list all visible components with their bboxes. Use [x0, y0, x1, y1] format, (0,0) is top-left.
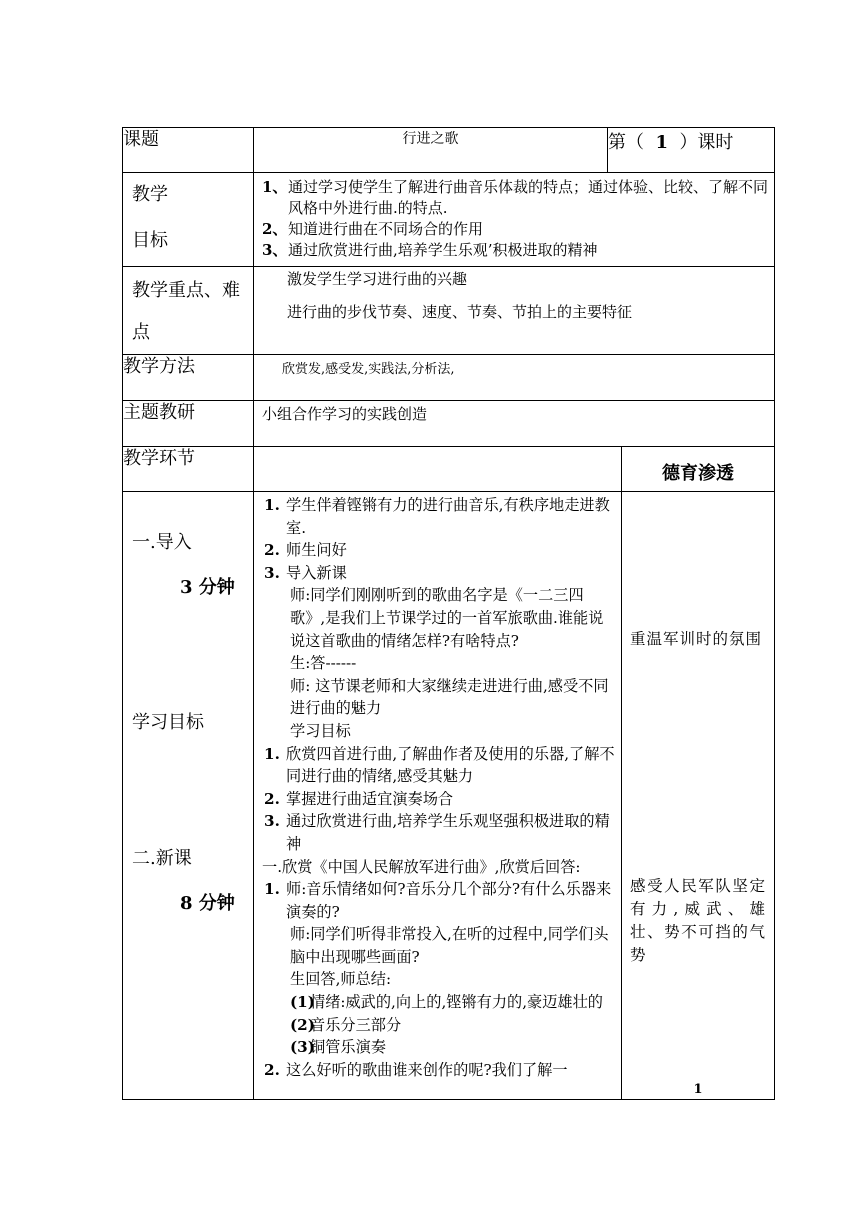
- methods-label: 教学方法: [123, 355, 254, 401]
- objectives-label: [123, 173, 254, 267]
- list-item: 2. 这么好听的歌曲谁来创作的呢?我们了解一: [264, 1060, 568, 1079]
- stage-new-time: 8 分钟: [180, 893, 235, 914]
- objective-item: 1、 通过学习使学生了解进行曲音乐体裁的特点；通过体验、比较、了解不同风格中外进行曲.的特点.: [262, 178, 769, 217]
- main-content-row: [123, 492, 775, 1100]
- key-point-1: 激发学生学习进行曲的兴趣: [287, 270, 468, 288]
- period-cell: [608, 128, 775, 173]
- section-header-right: 德育渗透: [622, 447, 775, 492]
- methods-value: 欣赏发,感受发,实践法,分析法,: [254, 355, 775, 401]
- list-item: 3. 通过欣赏进行曲,培养学生乐观坚强积极进取的精神: [264, 812, 610, 853]
- summary-item: (1) 情绪:威武的,向上的,铿锵有力的,豪迈雄壮的: [290, 993, 603, 1012]
- topic-label: 课题: [123, 128, 254, 173]
- objective-item: 3、 通过欣赏进行曲,培养学生乐观’积极进取的精神: [262, 241, 598, 259]
- key-points-label-line2: 点: [132, 322, 150, 343]
- key-points-content: [254, 267, 775, 355]
- key-points-label-line1: 教学重点、难: [132, 280, 240, 301]
- research-value: 小组合作学习的实践创造: [254, 401, 775, 447]
- objectives-content: [254, 173, 775, 267]
- list-item: 1. 师:音乐情绪如何?音乐分几个部分?有什么乐器来演奏的?: [264, 880, 612, 921]
- stage-goals: 学习目标: [132, 712, 204, 733]
- moral-note-2: 感受人民军队坚定有力,威武、雄壮、势不可挡的气势: [630, 877, 766, 964]
- list-item: 1. 学生伴着铿锵有力的进行曲音乐,有秩序地走进教室.: [264, 496, 610, 537]
- appreciation-title: 一.欣赏《中国人民解放军进行曲》,欣赏后回答:: [262, 857, 581, 876]
- stage-intro: 一.导入: [132, 532, 192, 553]
- list-item: 2. 掌握进行曲适宜演奏场合: [264, 789, 454, 808]
- summary-item: (3) 铜管乐演奏: [290, 1038, 386, 1057]
- section-header-row: [123, 447, 775, 492]
- objectives-label-line2: 目标: [132, 230, 168, 251]
- section-header-left: 教学环节: [123, 447, 254, 492]
- moral-note-1: 重温军训时的氛围: [630, 630, 763, 648]
- period-prefix: 第（: [608, 132, 644, 153]
- objectives-label-line1: 教学: [132, 184, 168, 205]
- page-number: 1: [693, 1082, 703, 1097]
- lesson-plan-table: [122, 127, 775, 1100]
- key-points-label: [123, 267, 254, 355]
- teaching-content: [254, 492, 622, 1100]
- period-number: 1: [655, 132, 668, 153]
- stage-column: [123, 492, 254, 1100]
- period-suffix: ）课时: [679, 132, 734, 153]
- summary-item: (2) 音乐分三部分: [290, 1015, 402, 1034]
- teacher-question-1: 师:同学们刚刚听到的歌曲名字是《一二三四歌》,是我们上节课学过的一首军旅歌曲.谁能说说这首歌曲的情绪怎样?有啥特点?: [290, 586, 604, 650]
- appreciation-summary: 生回答,师总结:: [290, 970, 392, 989]
- objectives-row: [123, 173, 775, 267]
- moral-column: [622, 492, 775, 1100]
- key-point-2: 进行曲的步伐节奏、速度、节奏、节拍上的主要特征: [287, 303, 633, 321]
- methods-row: [123, 355, 775, 401]
- topic-value: 行进之歌: [254, 128, 608, 173]
- topic-row: [123, 128, 775, 173]
- section-header-blank: [254, 447, 622, 492]
- objective-item: 2、 知道进行曲在不同场合的作用: [262, 220, 484, 238]
- appreciation-follow-up: 师:同学们听得非常投入,在听的过程中,同学们头脑中出现哪些画面?: [290, 925, 609, 966]
- research-row: [123, 401, 775, 447]
- list-item: 2. 师生问好: [264, 541, 347, 560]
- stage-new-lesson: 二.新课: [132, 848, 192, 869]
- student-answer-1: 生:答------: [290, 654, 357, 673]
- goals-title: 学习目标: [290, 721, 351, 740]
- stage-intro-time: 3 分钟: [180, 577, 235, 598]
- research-label: 主题教研: [123, 401, 254, 447]
- key-points-row: [123, 267, 775, 355]
- list-item: 1. 欣赏四首进行曲,了解曲作者及使用的乐器,了解不同进行曲的情绪,感受其魅力: [264, 744, 615, 786]
- list-item: 3. 导入新课: [264, 563, 347, 582]
- teacher-question-2: 师: 这节课老师和大家继续走进进行曲,感受不同进行曲的魅力: [290, 676, 609, 718]
